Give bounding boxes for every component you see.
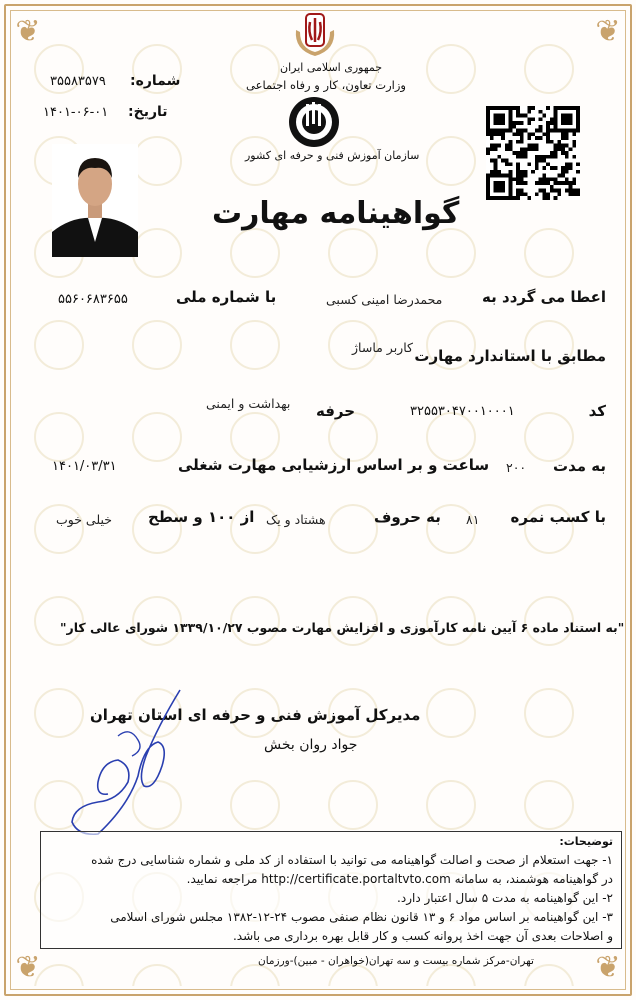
hours-text: ساعت و بر اساس ارزشیابی مهارت شغلی [178, 456, 490, 474]
evaluation-date: ۱۴۰۱/۰۳/۳۱ [52, 459, 117, 474]
profession-value: بهداشت و ایمنی [206, 396, 291, 411]
date-value: ۱۴۰۱-۰۶-۰۱ [43, 105, 109, 120]
country-name: جمهوری اسلامی ایران [280, 61, 383, 74]
date-label: تاریخ: [128, 104, 168, 120]
standard-label: مطابق با استاندارد مهارت [414, 347, 606, 365]
notes-heading: توضیحات: [559, 835, 613, 848]
holder-name: محمدرضا امینی کسبی [326, 292, 443, 307]
tvto-logo-icon [286, 94, 342, 150]
notes-line: ۳- این گواهینامه بر اساس مواد ۶ و ۱۳ قانون نظام صنفی مصوب ۲۴-۱۲-۱۳۸۲ مجلس شورای اسلامی [110, 910, 613, 924]
organization-name: سازمان آموزش فنی و حرفه ای کشور [245, 149, 420, 162]
score-value: ۸۱ [466, 512, 480, 527]
code-label: کد [588, 402, 606, 420]
corner-ornament-icon: ❦ [15, 950, 41, 985]
qr-code [486, 106, 580, 200]
corner-ornament-icon: ❦ [15, 14, 41, 49]
notes-line: ۱- جهت استعلام از صحت و اصالت گواهینامه می توانید با استفاده از کد ملی و شماره شناسایی درج شده [91, 853, 613, 867]
granted-label: اعطا می گردد به [482, 288, 606, 306]
notes-line: ۲- این گواهینامه به مدت ۵ سال اعتبار دارد. [397, 891, 613, 905]
notes-line: در گواهینامه هوشمند، به سامانه http://certificate.portaltvto.com مراجعه نمایید. [186, 872, 613, 886]
corner-ornament-icon: ❦ [595, 950, 621, 985]
level-value: خیلی خوب [56, 512, 112, 527]
corner-ornament-icon: ❦ [595, 14, 621, 49]
certificate-title: گواهینامه مهارت [212, 196, 460, 231]
notes-line: و اصلاحات بعدی آن جهت اخذ پروانه کسب و کار قابل بهره برداری می باشد. [232, 929, 613, 943]
duration-value: ۲۰۰ [506, 460, 527, 475]
holder-photo [52, 144, 138, 257]
bylaw-statement: "به استناد ماده ۶ آیین نامه کارآموزی و افزایش مهارت مصوب ۱۳۳۹/۱۰/۲۷ شورای عالی کار" [60, 620, 625, 635]
signatory-title: مدیرکل آموزش فنی و حرفه ای استان تهران [90, 706, 421, 724]
score-label: با کسب نمره [510, 508, 606, 526]
duration-label: به مدت [553, 457, 606, 475]
code-value: ۳۲۵۵۳۰۴۷۰۰۱۰۰۰۱ [410, 404, 515, 419]
ministry-name: وزارت تعاون، کار و رفاه اجتماعی [246, 78, 406, 92]
footer-address: تهران-مرکز شماره بیست و سه تهران(خواهران - مبین)-ورزمان [258, 955, 534, 967]
out-of-label: از ۱۰۰ و سطح [148, 508, 255, 526]
number-label: شماره: [130, 73, 181, 89]
standard-value: کاربر ماساژ [352, 340, 413, 355]
letters-value: هشتاد و یک [266, 512, 326, 527]
number-value: ۳۵۵۸۳۵۷۹ [50, 74, 106, 89]
profession-label: حرفه [316, 402, 356, 420]
national-id-label: با شماره ملی [176, 288, 277, 306]
notes-box [40, 831, 622, 949]
letters-label: به حروف [374, 508, 441, 526]
national-id-value: ۵۵۶۰۶۸۳۶۵۵ [58, 292, 128, 307]
signature [58, 686, 188, 836]
iran-emblem-icon [290, 10, 340, 58]
signatory-name: جواد روان بخش [264, 737, 358, 753]
